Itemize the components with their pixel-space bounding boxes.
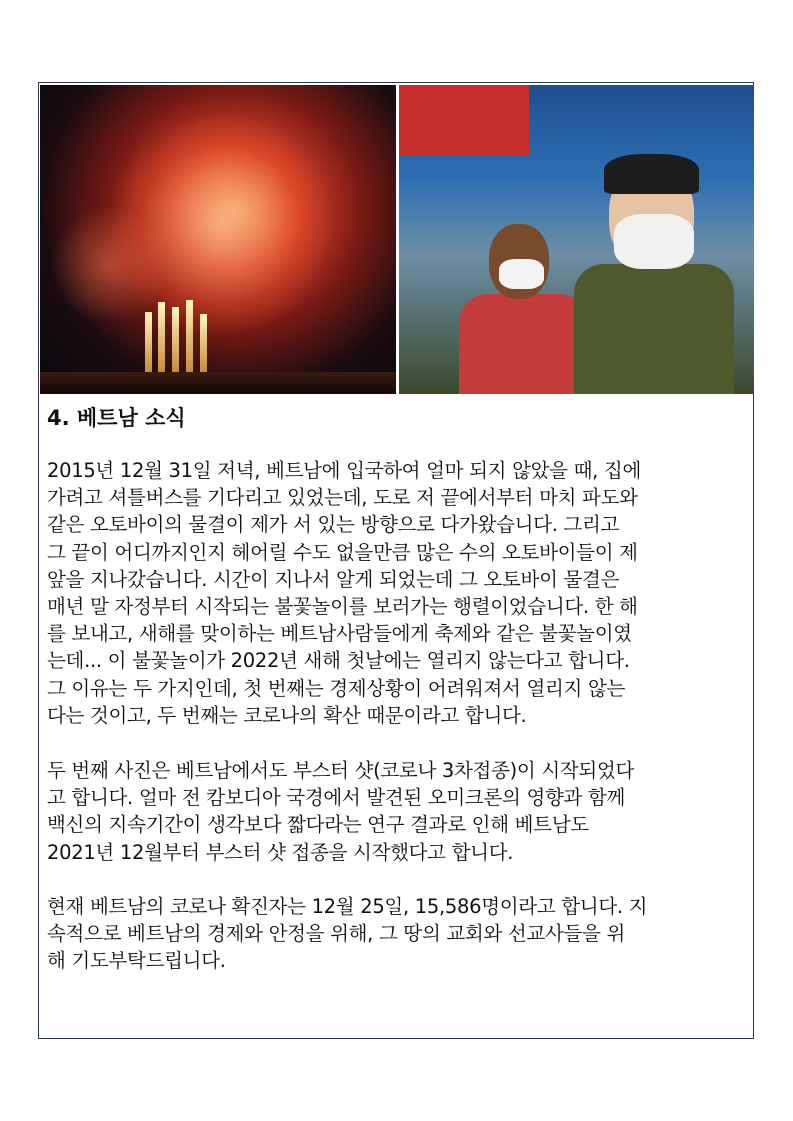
fireworks-photo (40, 85, 396, 394)
text-line: 를 보내고, 새해를 맞이하는 베트남사람들에게 축제와 같은 불꽃놀이였 (47, 622, 632, 646)
text-line: 2021년 12월부터 부스터 샷 접종을 시작했다고 합니다. (47, 840, 514, 864)
text-line: 같은 오토바이의 물결이 제가 서 있는 방향으로 다가왔습니다. 그리고 (47, 513, 620, 537)
paragraph-3 (47, 893, 647, 975)
text-line: 매년 말 자정부터 시작되는 불꽃놀이를 보러가는 행렬이었습니다. 한 해 (47, 595, 638, 619)
paragraph-2 (47, 757, 634, 866)
text-line: 가려고 셔틀버스를 기다리고 있었는데, 도로 저 끝에서부터 마치 파도와 (47, 486, 638, 510)
text-line: 고 합니다. 얼마 전 캄보디아 국경에서 발견된 오미크론의 영향과 함께 (47, 786, 626, 810)
section-heading: 4. 베트남 소식 (47, 406, 186, 430)
vaccination-photo (399, 85, 754, 394)
text-line: 다는 것이고, 두 번째는 코로나의 확산 때문이라고 합니다. (47, 703, 527, 727)
text-line: 두 번째 사진은 베트남에서도 부스터 샷(코로나 3차접종)이 시작되었다 (47, 759, 635, 782)
text-line: 앞을 지나갔습니다. 시간이 지나서 알게 되었는데 그 오토바이 물결은 (47, 567, 620, 591)
text-line: 그 이유는 두 가지인데, 첫 번째는 경제상황이 어려워져서 열리지 않는 (47, 676, 626, 700)
text-line: 속적으로 베트남의 경제와 안정을 위해, 그 땅의 교회와 선교사들을 위 (47, 922, 626, 946)
text-line: 2015년 12월 31일 저녁, 베트남에 입국하여 얼마 되지 않았을 때, 집에 (47, 459, 641, 482)
paragraph-1 (47, 457, 641, 729)
text-line: 백신의 지속기간이 생각보다 짧다라는 연구 결과로 인해 베트남도 (47, 813, 589, 837)
text-line: 그 끝이 어디까지인지 헤어릴 수도 없을만큼 많은 수의 오토바이들이 제 (47, 540, 638, 564)
text-line: 해 기도부탁드립니다. (47, 949, 226, 973)
text-line: 는데... 이 불꽃놀이가 2022년 새해 첫날에는 열리지 않는다고 합니다. (47, 649, 630, 673)
text-line: 현재 베트남의 코로나 확진자는 12월 25일, 15,586명이라고 합니다. 지 (47, 895, 648, 918)
